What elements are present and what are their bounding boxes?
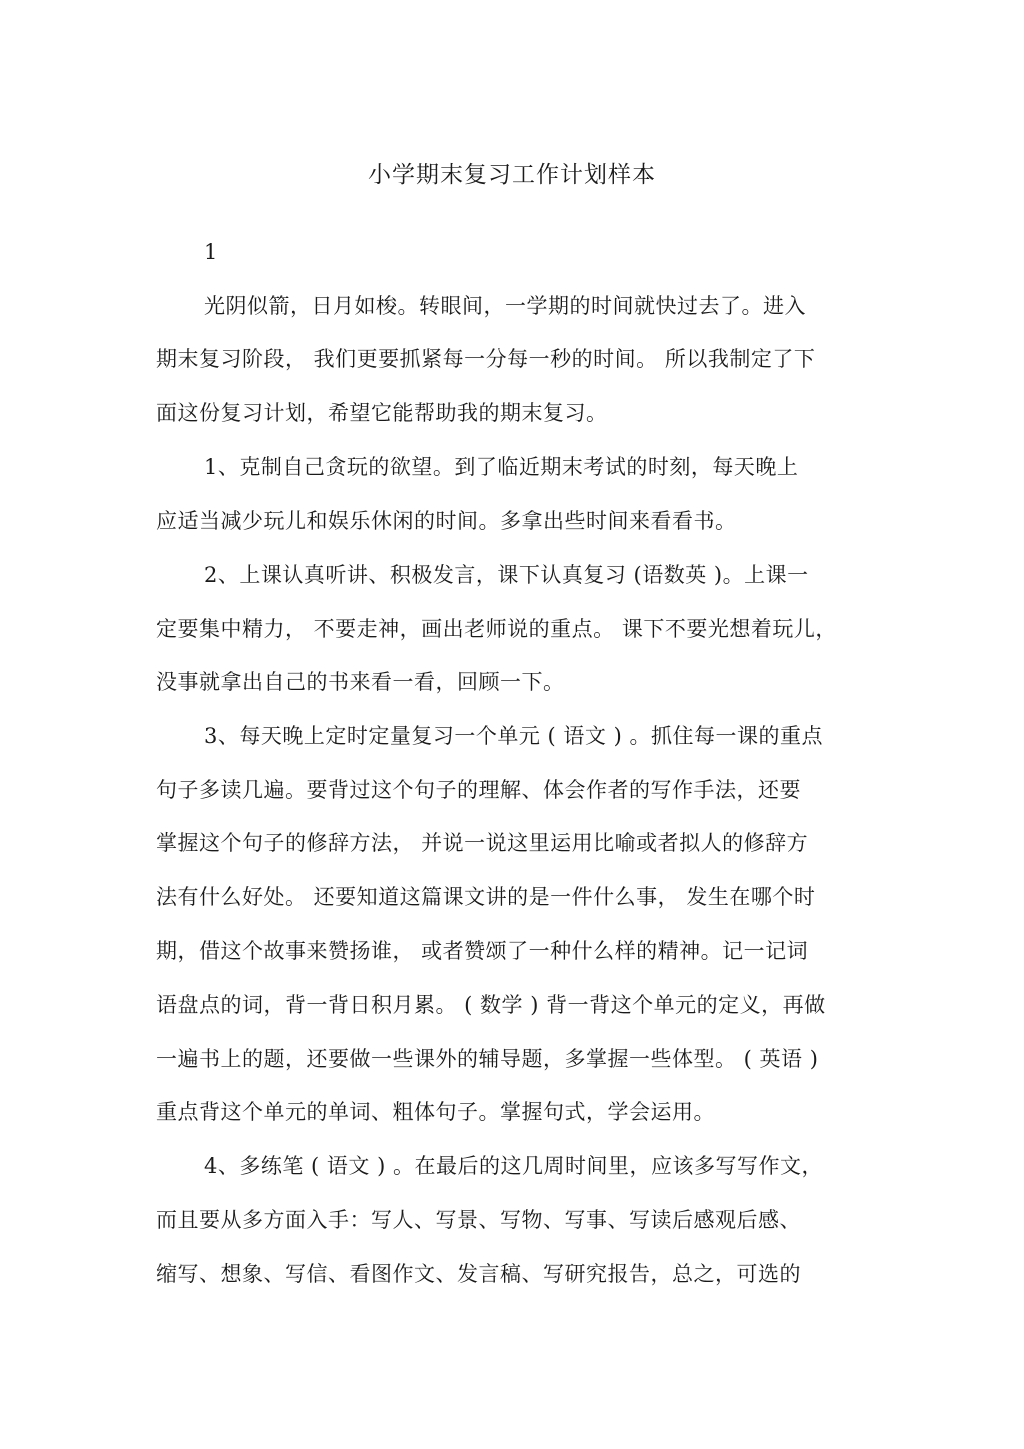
text-line: 定要集中精力， 不要走神，画出老师说的重点。 课下不要光想着玩儿， <box>156 617 837 641</box>
text-line: 语盘点的词，背一背日积月累。 ( 数学 ) 背一背这个单元的定义，再做 <box>156 993 826 1017</box>
document-title: 小学期末复习工作计划样本 <box>368 162 656 188</box>
text-line: 句子多读几遍。要背过这个句子的理解、体会作者的写作手法，还要 <box>156 778 801 802</box>
text-line: 3、每天晚上定时定量复习一个单元 ( 语文 ) 。抓住每一课的重点 <box>204 724 823 748</box>
text-line: 面这份复习计划，希望它能帮助我的期末复习。 <box>156 401 608 425</box>
text-line: 1、克制自己贪玩的欲望。到了临近期末考试的时刻，每天晚上 <box>204 455 799 479</box>
text-line: 期末复习阶段， 我们更要抓紧每一分每一秒的时间。 所以我制定了下 <box>156 347 816 371</box>
text-line: 而且要从多方面入手：写人、写景、写物、写事、写读后感观后感、 <box>156 1208 801 1232</box>
text-line: 2、上课认真听讲、积极发言，课下认真复习 (语数英 )。上课一 <box>204 563 809 587</box>
text-line: 缩写、想象、写信、看图作文、发言稿、写研究报告，总之，可选的 <box>156 1262 801 1286</box>
text-line: 一遍书上的题，还要做一些课外的辅导题，多掌握一些体型。 ( 英语 ) <box>156 1047 819 1071</box>
text-line: 没事就拿出自己的书来看一看，回顾一下。 <box>156 670 565 694</box>
text-line: 应适当减少玩儿和娱乐休闲的时间。多拿出些时间来看看书。 <box>156 509 737 533</box>
text-line: 掌握这个句子的修辞方法， 并说一说这里运用比喻或者拟人的修辞方 <box>156 831 809 855</box>
text-line: 重点背这个单元的单词、粗体句子。掌握句式，学会运用。 <box>156 1100 715 1124</box>
text-line: 期，借这个故事来赞扬谁， 或者赞颂了一种什么样的精神。记一记词 <box>156 939 809 963</box>
text-line: 法有什么好处。 还要知道这篇课文讲的是一件什么事， 发生在哪个时 <box>156 885 816 909</box>
text-line: 光阴似箭，日月如梭。转眼间，一学期的时间就快过去了。进入 <box>204 294 806 318</box>
text-line: 4、多练笔 ( 语文 ) 。在最后的这几周时间里，应该多写写作文， <box>204 1154 823 1178</box>
paragraph-number: 1 <box>204 240 218 264</box>
